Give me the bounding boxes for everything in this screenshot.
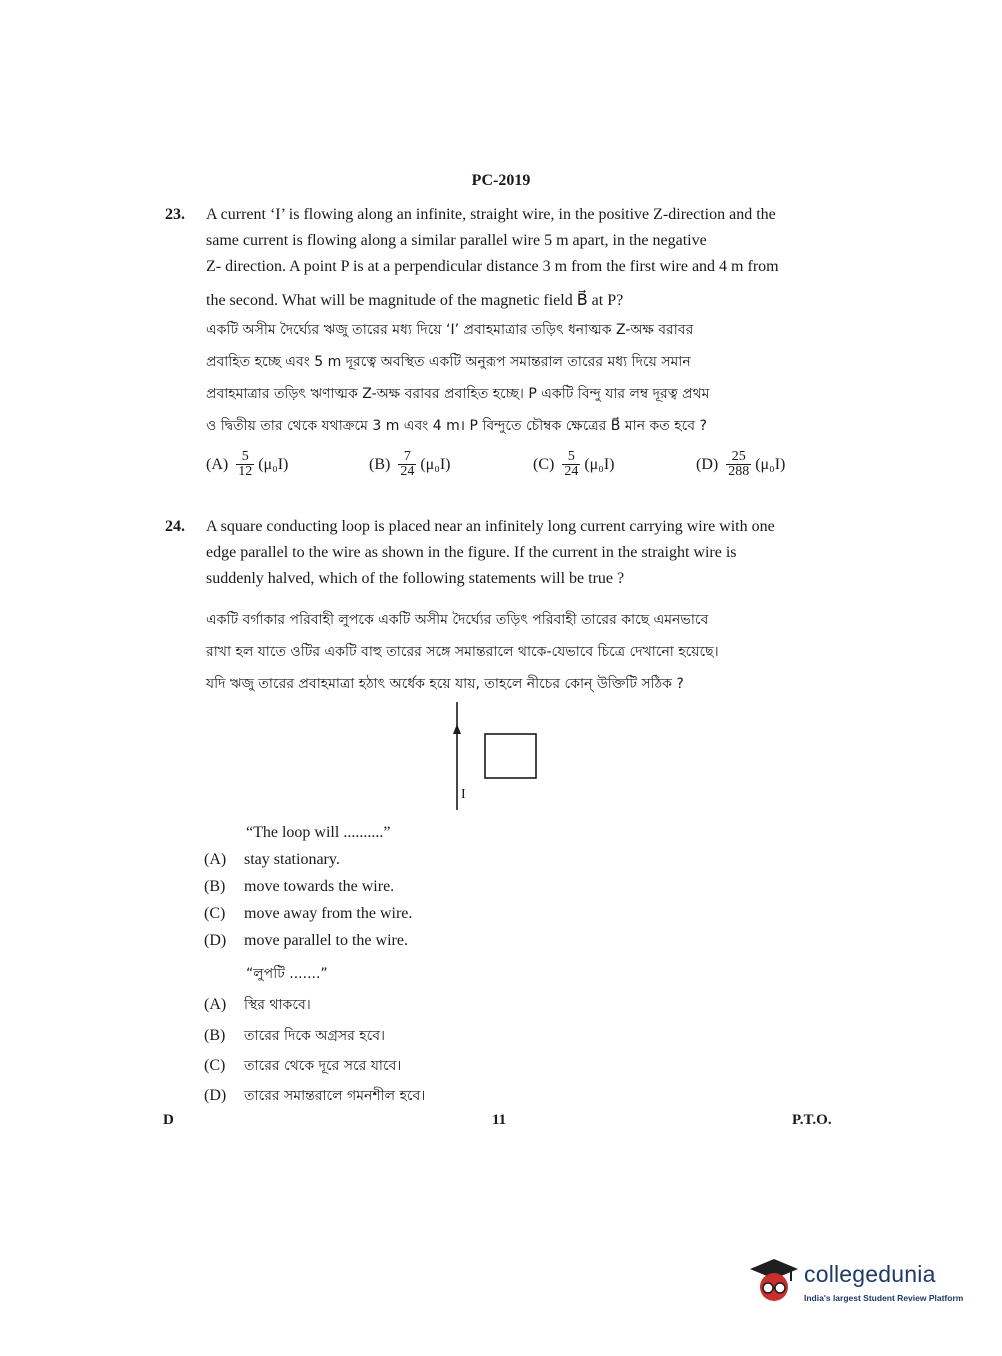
q24-stem-english: “The loop will ..........”: [246, 824, 391, 841]
q24-option-bn-d[interactable]: (D) তারের সমান্তরালে গমনশীল হবে।: [204, 1087, 426, 1104]
square-loop: [485, 734, 536, 778]
wire-loop-figure: [440, 696, 550, 816]
option-unit: (μ₀I): [755, 455, 786, 473]
option-label: (B): [369, 455, 391, 473]
q24-en-line-2: edge parallel to the wire as shown in the figure. If the current in the straight wire is: [206, 544, 737, 561]
footer-pto: P.T.O.: [792, 1112, 832, 1128]
q24-stem-bengali: “লুপটি .......”: [246, 966, 328, 982]
option-unit: (μ₀I): [584, 455, 615, 473]
q23-bn-line-1: একটি অসীম দৈর্ঘ্যের ঋজু তারের মধ্য দিয়ে ‘I’ প্রবাহমাত্রার তড়িৎ ধনাত্মক Z-অক্ষ বরাবর: [206, 322, 694, 338]
q24-option-en-a[interactable]: (A) stay stationary.: [204, 851, 340, 868]
option-fraction: $\frac{5}{24}$: [564, 449, 579, 479]
q23-en-line-3: Z- direction. A point P is at a perpendicular distance 3 m from the first wire and 4 m from: [206, 258, 779, 275]
option-unit: (μ₀I): [420, 455, 451, 473]
q23-option-a[interactable]: [206, 450, 288, 479]
q24-bn-line-1: একটি বর্গাকার পরিবাহী লুপকে একটি অসীম দৈর্ঘ্যের তড়িৎ পরিবাহী তারের কাছে এমনভাবে: [206, 612, 709, 628]
brand-tagline: India's largest Student Review Platform: [804, 1293, 964, 1303]
page-header: PC-2019: [471, 172, 531, 189]
option-label: (C): [533, 455, 555, 473]
question-23-number: 23.: [165, 206, 185, 223]
option-fraction: $\frac{25}{288}$: [728, 449, 750, 479]
q24-en-line-1: A square conducting loop is placed near an infinitely long current carrying wire with one: [206, 518, 775, 535]
q24-bn-line-2: রাখা হল যাতে ওটির একটি বাহু তারের সঙ্গে সমান্তরালে থাকে-যেভাবে চিত্রে দেখানো হয়েছে।: [206, 644, 719, 660]
option-fraction: $\frac{7}{24}$: [400, 449, 415, 479]
option-unit: (μ₀I): [258, 455, 289, 473]
current-label: I: [461, 787, 466, 802]
q23-option-d[interactable]: [696, 450, 785, 479]
brand-name: collegedunia: [804, 1261, 936, 1287]
q23-bn-line-2: প্রবাহিত হচ্ছে এবং 5 m দূরত্বে অবস্থিত একটি অনুরূপ সমান্তরাল তারের মধ্য দিয়ে সমান: [206, 354, 691, 370]
question-24-bengali: [206, 604, 830, 700]
q23-en-line-2: same current is flowing along a similar parallel wire 5 m apart, in the negative: [206, 232, 707, 249]
q24-en-line-3: suddenly halved, which of the following statements will be true ?: [206, 570, 625, 587]
q24-option-en-d[interactable]: (D) move parallel to the wire.: [204, 932, 408, 949]
graduate-mascot-icon: [744, 1255, 802, 1309]
footer-series-code: D: [163, 1112, 174, 1128]
q24-option-en-c[interactable]: (C) move away from the wire.: [204, 905, 413, 922]
option-label: (A): [206, 455, 229, 473]
q23-bn-line-3: প্রবাহমাত্রার তড়িৎ ঋণাত্মক Z-অক্ষ বরাবর প্রবাহিত হচ্ছে। P একটি বিন্দু যার লম্ব দূরত্ব প্রথম: [206, 386, 710, 402]
current-direction-arrow-icon: [453, 724, 461, 734]
footer-page-number: 11: [492, 1112, 507, 1128]
question-24-english: [206, 514, 830, 592]
q24-option-bn-a[interactable]: (A) স্থির থাকবে।: [204, 996, 311, 1013]
q23-option-b[interactable]: [369, 450, 450, 479]
q24-option-bn-c[interactable]: (C) তারের থেকে দূরে সরে যাবে।: [204, 1057, 402, 1074]
q23-bn-line-4: ও দ্বিতীয় তার থেকে যথাক্রমে 3 m এবং 4 m। P বিন্দুতে চৌম্বক ক্ষেত্রের B⃗ মান কত হবে ?: [206, 418, 707, 434]
option-fraction: $\frac{5}{12}$: [238, 449, 253, 479]
q24-option-en-b[interactable]: (B) move towards the wire.: [204, 878, 395, 895]
question-23-bengali: [206, 314, 830, 442]
question-24-number: 24.: [165, 518, 185, 535]
q24-option-bn-b[interactable]: (B) তারের দিকে অগ্রসর হবে।: [204, 1027, 386, 1044]
q23-en-line-4: the second. What will be magnitude of the magnetic field B⃗ at P?: [206, 292, 624, 309]
option-label: (D): [696, 455, 719, 473]
q23-option-c[interactable]: [533, 450, 614, 479]
q24-bn-line-3: যদি ঋজু তারের প্রবাহমাত্রা হঠাৎ অর্ধেক হয়ে যায়, তাহলে নীচের কোন্ উক্তিটি সঠিক ?: [206, 676, 684, 692]
collegedunia-watermark: [744, 1253, 970, 1313]
q23-en-line-1: A current ‘I’ is flowing along an infinite, straight wire, in the positive Z-direction and the: [206, 206, 776, 223]
question-23-english: [206, 202, 830, 314]
